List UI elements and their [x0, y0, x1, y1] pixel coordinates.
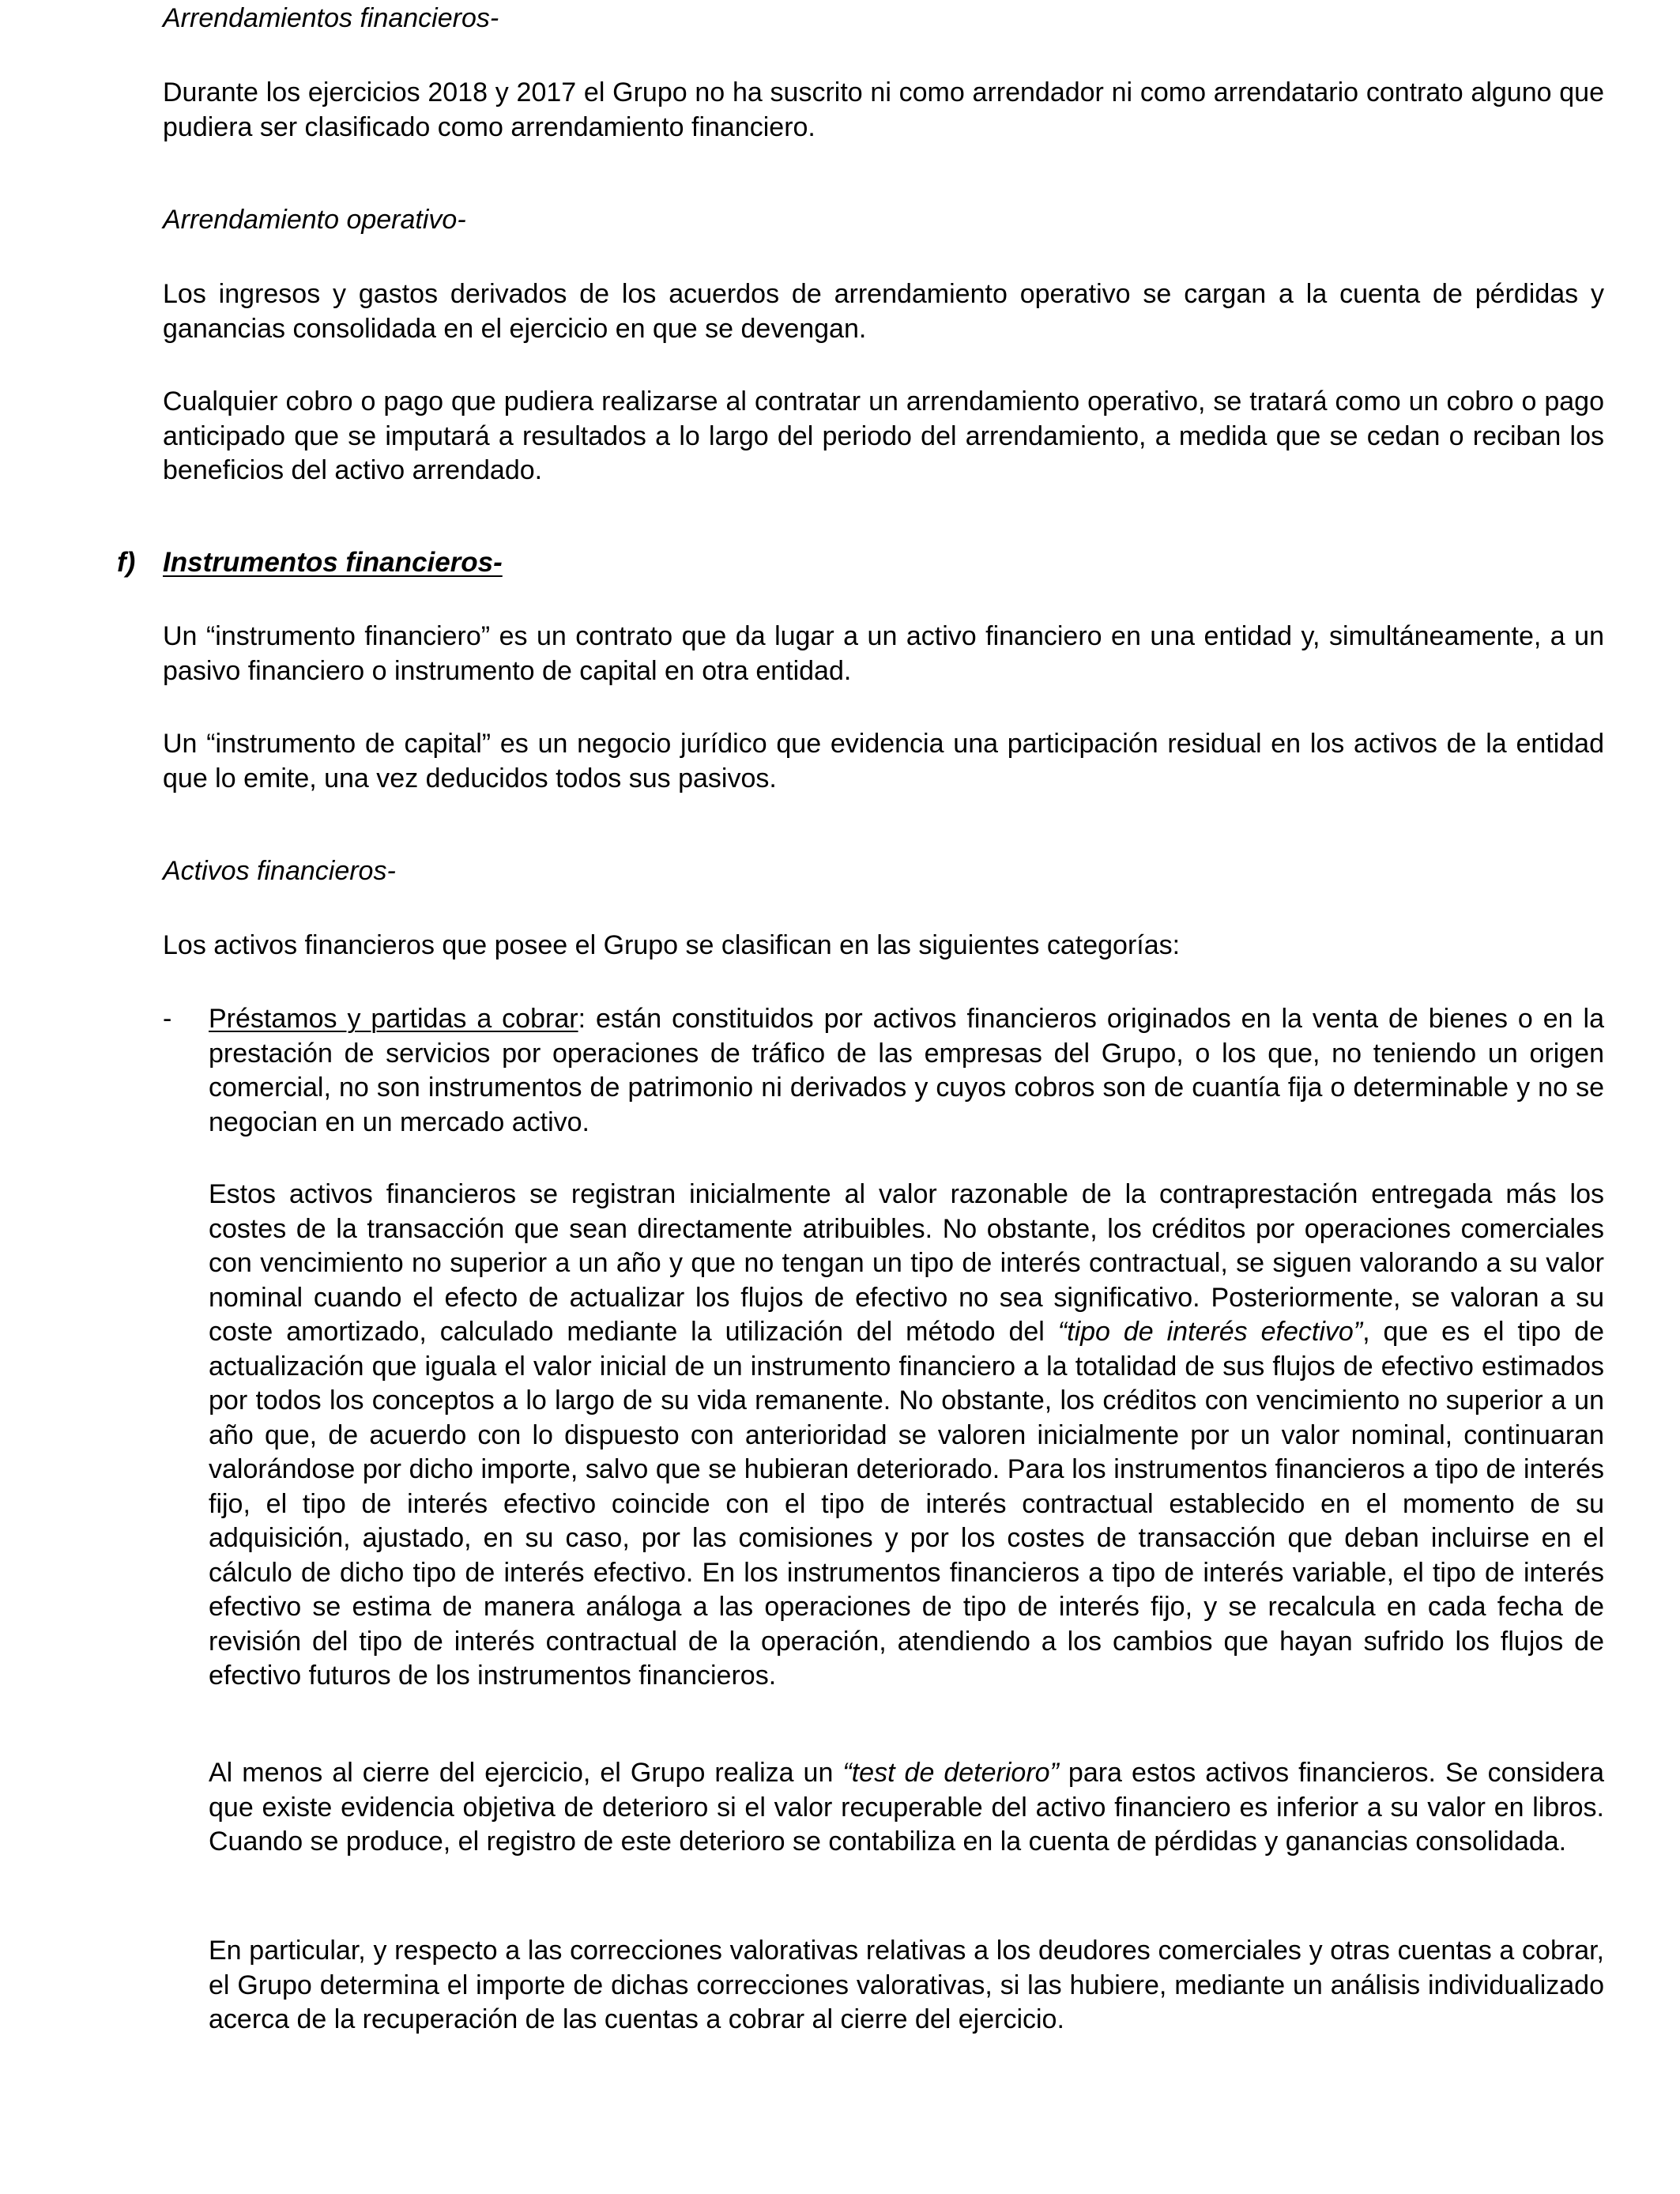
bullet-term: Préstamos y partidas a cobrar [209, 1004, 578, 1034]
paragraph-registro-inicial-part2: , que es el tipo de actualización que iguala el valor inicial de un instrumento financiero a la totalidad de sus flujos de efectivo estimados por todos los conceptos a lo largo de su vida remanente. No obstante, los créditos con vencimiento no superior a un año que, de acuerdo con lo dispuesto con anterioridad se valoren inicialmente por un valor nominal, continuaran valorándose por dicho importe, salvo que se hubieran deteriorado. Para los instrumentos financieros a tipo de interés fijo, el tipo de interés efectivo coincide con el tipo de interés contractual establecido en el momento de su adquisición, ajustado, en su caso, por las comisiones y por los costes de transacción que deban incluirse en el cálculo de dicho tipo de interés efectivo. En los instrumentos financieros a tipo de interés variable, el tipo de interés efectivo se estima de manera análoga a las operaciones de tipo de interés fijo, y se recalcula en cada fecha de revisión del tipo de interés contractual de la operación, atendiendo a los cambios que hayan sufrido los flujos de efectivo futuros de los instrumentos financieros. [209, 1317, 1605, 1691]
section-title: Instrumentos financieros- [163, 547, 503, 578]
paragraph-test-deterioro-part2: para estos activos financieros. Se considera que existe evidencia objetiva de deterioro si el valor recuperable del activo financiero es inferior a su valor en libros. Cuando se produce, el registro de este deterioro se contabiliza en la cuenta de pérdidas y ganancias consolidada. [209, 1758, 1604, 1857]
paragraph-categorias: Los activos financieros que posee el Grupo se clasifican en las siguientes categorías: [163, 930, 1181, 960]
paragraph-arrendamiento-operativo-2: Cualquier cobro o pago que pudiera realizarse al contratar un arrendamiento operativo, se tratará como un cobro o pago anticipado que se imputará a resultados a lo largo del periodo del arrendamiento, a medida que se cedan o reciban los beneficios del activo arrendado. [163, 386, 1604, 485]
heading-arrendamientos-financieros: Arrendamientos financieros- [163, 3, 499, 33]
paragraph-arrendamientos-financieros: Durante los ejercicios 2018 y 2017 el Grupo no ha suscrito ni como arrendador ni como arrendatario contrato alguno que pudiera ser clasificado como arrendamiento financiero. [163, 77, 1604, 142]
paragraph-test-deterioro [209, 1756, 1604, 1860]
term-test-deterioro: “test de deterioro” [842, 1758, 1059, 1788]
paragraph-registro-inicial-part1: Estos activos financieros se registran inicialmente al valor razonable de la contraprestación entregada más los costes de la transacción que sean directamente atribuibles. No obstante, los créditos por operaciones comerciales con vencimiento no superior a un año y que no tengan un tipo de interés contractual, se siguen valorando a su valor nominal cuando el efecto de actualizar los flujos de efectivo no sea significativo. Posteriormente, se valoran a su coste amortizado, calculado mediante la utilización del método del [209, 1179, 1604, 1347]
term-tipo-interes-efectivo: “tipo de interés efectivo” [1057, 1317, 1363, 1347]
bullet-dash: - [163, 1004, 172, 1034]
paragraph-instrumento-capital-definition: Un “instrumento de capital” es un negocio jurídico que evidencia una participación residual en los activos de la entidad que lo emite, una vez deducidos todos sus pasivos. [163, 729, 1604, 794]
paragraph-arrendamiento-operativo-1: Los ingresos y gastos derivados de los acuerdos de arrendamiento operativo se cargan a la cuenta de pérdidas y ganancias consolidada en el ejercicio en que se devengan. [163, 279, 1604, 344]
heading-arrendamiento-operativo: Arrendamiento operativo- [163, 205, 466, 235]
bullet-text: : están constituidos por activos financieros originados en la venta de bienes o en la prestación de servicios por operaciones de tráfico de las empresas del Grupo, o los que, no teniendo un origen comercial, no son instrumentos de patrimonio ni derivados y cuyos cobros son de cuantía fija o determinable y no se negocian en un mercado activo. [209, 1004, 1604, 1137]
paragraph-correcciones-valorativas: En particular, y respecto a las correcciones valorativas relativas a los deudores comerciales y otras cuentas a cobrar, el Grupo determina el importe de dichas correcciones valorativas, si las hubiere, mediante un análisis individualizado acerca de la recuperación de las cuentas a cobrar al cierre del ejercicio. [209, 1936, 1604, 2034]
section-heading-instrumentos-financieros [117, 545, 503, 580]
paragraph-instrumento-financiero-definition: Un “instrumento financiero” es un contrato que da lugar a un activo financiero en una entidad y, simultáneamente, a un pasivo financiero o instrumento de capital en otra entidad. [163, 621, 1604, 686]
section-letter: f) [117, 547, 136, 578]
paragraph-registro-inicial [209, 1178, 1604, 1694]
heading-activos-financieros: Activos financieros- [163, 856, 396, 886]
bullet-prestamos-partidas [209, 1002, 1604, 1140]
paragraph-test-deterioro-part1: Al menos al cierre del ejercicio, el Grupo realiza un [209, 1758, 843, 1788]
